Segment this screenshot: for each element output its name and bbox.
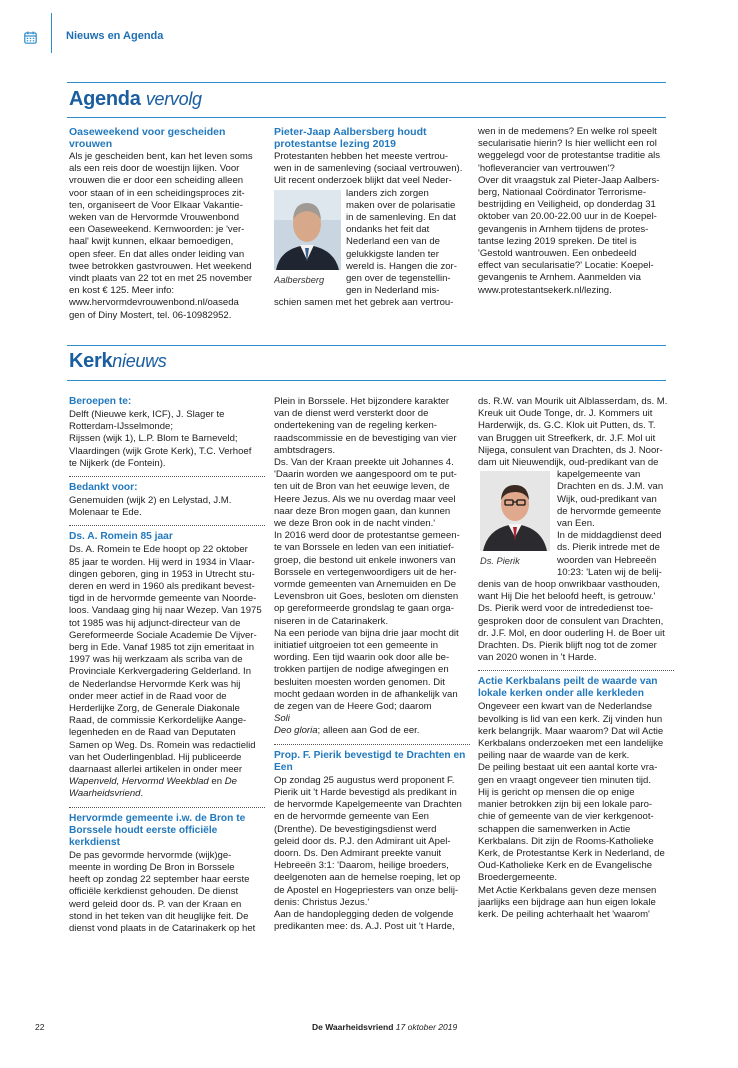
text-line: ds. R.W. van Mourik uit Alblasserdam, ds. M. (478, 396, 668, 407)
aalbersberg-photo (274, 190, 341, 270)
text-line: Ds. Van der Kraan preekte uit Johannes 4. (274, 457, 454, 469)
text-line: Genemuiden (wijk 2) en Lelystad, J.M. (69, 495, 232, 507)
text-line: Protestanten hebben het meeste vertrou- (274, 151, 449, 162)
text-line: peiling naar de waarde van de kerk. (478, 750, 630, 762)
text-line: ondertekening van de regeling kerken- (274, 420, 437, 432)
text-line: 'Daarin worden we aangespoord om te put- (274, 469, 457, 481)
kerk-col-3 (478, 396, 674, 996)
text-line: loos. Vandaag ging hij naar Wezep. Van 1975 (69, 605, 262, 617)
text-line: 10:23: 'Laten wij de belij- (557, 566, 662, 578)
text-line: groep, die bestond uit enkele inwoners van (274, 554, 456, 566)
bron-body-end: Soli (274, 713, 290, 725)
agenda-rule-bottom (67, 117, 666, 118)
text-line: weken van de Hervormde Vrouwenbond (69, 212, 239, 224)
pierik-body (274, 775, 470, 934)
text-line: tantse lezing 2019 spreken. De titel is (478, 235, 637, 247)
text-line: vrouwen die er door een scheiding alleen (69, 175, 244, 187)
text-line: Ds. Pierik werd voor de intrededienst toe- (478, 603, 654, 615)
text-line: chie of gemeente van de vier kerkgenoot- (478, 811, 654, 823)
text-line: weggelegd voor de protestantse traditie als (478, 150, 661, 162)
text-line: Heere Jezus. Als we nu overdag maar veel (274, 493, 456, 505)
bron-heading: Hervormde gemeente i.w. de Bron te Borssele houdt eerste officiële kerkdienst (69, 812, 246, 848)
bron-body-end-2: Deo gloria; alleen aan God de eer. (274, 725, 420, 737)
text-line: manier betrokken zijn bij een lokale paro- (478, 799, 653, 811)
text-line: we deze Bron ook in de nacht vinden.' (274, 518, 436, 530)
pierik-photo (480, 471, 550, 551)
text-line: Harderwijk, ds. G.C. Klok uit Putten, ds. T. (478, 420, 656, 432)
text-line: niseren in de Catarinakerk. (274, 615, 389, 627)
text-line: effect van secularisatie?' Locatie: Koepel- (478, 260, 654, 272)
text-line: Oud-Katholieke Kerk en de Evangelische (478, 860, 653, 872)
text-line: Kreuk uit Oude Tonge, dr. J. Kommers uit (478, 408, 653, 420)
text-line: ten uit de Bron van het eeuwige leven, de (274, 481, 450, 493)
text-line: Als je gescheiden bent, kan het leven soms (69, 151, 253, 162)
text-line: Na een periode van bijna drie jaar mocht dit (274, 627, 459, 639)
text-line: Vlaardingen (wijk Grote Kerk), T.C. Verhoef (69, 445, 252, 457)
text-line: 'Gestold wantrouwen. Een onbedeeld (478, 248, 637, 260)
text-line: de hervormde gemeente (557, 505, 662, 517)
agenda-col-1 (69, 126, 265, 336)
text-line: kerk belangrijk. Maar waarom? Dat wil Actie (478, 725, 664, 737)
text-line: maken over de polarisatie (346, 199, 456, 211)
text-line: vindt plaats van 22 tot en met 25 november (69, 273, 253, 285)
kerk-title: Kerknieuws (69, 350, 167, 372)
text-line: heeft op zondag 22 september haar eerste (69, 874, 250, 886)
bedankt-body (69, 495, 265, 519)
text-line: op gereformeerde grondslag te gaan orga- (274, 603, 454, 615)
beroepen-heading: Beroepen te: (69, 396, 132, 407)
text-line: denis: Christus Jezus.' (274, 896, 370, 908)
text-line: Over dit vraagstuk zal Pieter-Jaap Aalbers- (478, 174, 660, 186)
dotted-divider (69, 807, 265, 808)
text-line: (Drenthe). De bevestigingsdienst werd (274, 823, 437, 835)
dotted-divider (69, 525, 265, 526)
text-line: www.protestantsekerk.nl/lezing. (478, 284, 612, 296)
agenda-title: Agenda vervolg (69, 88, 202, 110)
text-line: de zegen van de Heere God; daarom (274, 701, 432, 713)
text-line: Levensbron uit Goes, besloten om diensten (274, 591, 459, 603)
text-line: 1997 was hij werkzaam als scriba van de (69, 654, 243, 666)
text-line: Delft (Nieuwe kerk, ICF), J. Slager te (69, 409, 225, 420)
text-line: Kerkbalans. Dit zijn de Rooms-Katholieke (478, 835, 654, 847)
text-line: schien samen met het gebrek aan vertrou- (274, 297, 454, 309)
text-line: Wijk, oud-predikant van (557, 493, 657, 505)
bron-body (69, 850, 265, 935)
text-line: Samen op Weg. Ds. Romein was redactielid (69, 739, 256, 751)
text-line: trokken partijen de nodige afwegingen en (274, 664, 449, 676)
text-line: meente in wording De Bron in Borssele (69, 861, 235, 873)
text-line: ten, organiseert de Voor Elkaar Vakantie- (69, 199, 243, 211)
text-line: Borssele en vertegenwoordigers uit de her- (274, 566, 457, 578)
text-line: kapelgemeente van (557, 469, 641, 481)
pierik-caption: Ds. Pierik (480, 556, 520, 567)
page-number: 22 (35, 1022, 45, 1032)
dotted-divider (478, 670, 674, 671)
text-line: gen en vraagt ongeveer tien minuten tijd. (478, 774, 652, 786)
text-line: de Nederlandse Hervormde Kerk was hij (69, 678, 241, 690)
text-line: secularisatie hierin? Is hier wellicht een rol (478, 138, 657, 150)
text-line: open sfeer. En dat alles onder leiding van (69, 248, 245, 260)
text-line: Broedergemeente. (478, 872, 558, 884)
text-line: van het Ouderlingenblad. Hij publiceerde (69, 751, 242, 763)
text-line: 85 jaar te worden. Hij werd in 1934 in Vlaar- (69, 556, 255, 568)
section-tag: Nieuws en Agenda (66, 30, 164, 42)
text-line: want Hij Die het beloofd heeft, is getrouw.' (478, 591, 656, 603)
text-line: Aan de handoplegging deden de volgende (274, 908, 454, 920)
text-line: haal' kwijt kunnen, elkaar bemoedigen, (69, 236, 234, 248)
text-line: daarnaast allerlei artikelen in onder meer (69, 764, 243, 776)
text-line: van de dienst werd versterkt door de (274, 408, 429, 420)
text-line: Herderlijke Zorg, de Generale Diakonale (69, 703, 240, 715)
agenda-col-2 (274, 126, 468, 336)
text-line: Met Actie Kerkbalans geven deze mensen (478, 884, 657, 896)
text-line: deren en werd in 1960 als predikant bevest- (69, 581, 255, 593)
actie-body (478, 701, 674, 921)
text-line: deelgenoten aan de hemelse roeping, let op (274, 872, 461, 884)
text-line: berg in Ede. Vanaf 1985 tot zijn emeritaat in (69, 642, 255, 654)
text-line: Kerkbalans onderzoeken met een landelijke (478, 738, 664, 750)
text-line: ondanks het feit dat (346, 224, 430, 236)
text-line: mocht gedaan worden in de afhankelijk van (274, 688, 458, 700)
text-line: een Oaseweekend. Kernwoorden: je 'ver- (69, 224, 245, 236)
text-line: woorden van Hebreeën (557, 554, 657, 566)
text-line: van Een. (557, 518, 595, 530)
text-line: Nijega, consulent van Drachten, ds J. Noor- (478, 444, 663, 456)
text-line: Raad, de commissie Kerkordelijke Aange- (69, 715, 247, 727)
text-line: initiatief uitgroeien tot een gemeente in (274, 640, 438, 652)
text-line: Plein in Borssele. Het bijzondere karakter (274, 396, 450, 407)
text-line: tigd in de hervormde gemeente van Noorde- (69, 593, 257, 605)
text-line: Hij is gericht op mensen die op enige (478, 786, 635, 798)
text-line: 'hofleverancier van vertrouwen'? (478, 162, 615, 174)
text-line: berg, Nationaal Coördinator Terrorisme- (478, 187, 647, 199)
text-line: oktober van 20.00-22.00 uur in de Koepel- (478, 211, 657, 223)
text-line: gesproken door de consulent van Drachten, (478, 615, 664, 627)
text-line: te van Borssele en leden van een initiatief- (274, 542, 454, 554)
text-line: Hebreeën 3:1: 'Daarom, heilige broeders, (274, 860, 449, 872)
romein-body (69, 544, 265, 776)
text-line: besluiten moesten worden genomen. Dit (274, 676, 445, 688)
text-line: Molenaar te Ede. (69, 507, 142, 519)
oaseweekend-body (69, 151, 265, 322)
agenda-col-3 (478, 126, 674, 336)
lezing-body (478, 126, 674, 297)
text-line: De peiling bestaat uit een aantal korte vra- (478, 762, 658, 774)
calendar-icon (24, 31, 37, 44)
text-line: Kerk, de Protestantse Kerk in Nederland, de (478, 847, 665, 859)
beroepen-body (69, 409, 265, 470)
text-line: gen in Nederland mis- (346, 285, 440, 297)
text-line: van 2020 wonen in 't Harde. (478, 652, 597, 664)
text-line: gelukkigste landen ter (346, 248, 439, 260)
text-line: en kost € 125. Meer info: (69, 285, 175, 297)
text-line: stond in het teken van dit heuglijke feit. De (69, 910, 249, 922)
text-line: ds. Pierik intrede met de (557, 542, 660, 554)
text-line: bevolking is lid van een kerk. Zij vinden hun (478, 713, 663, 725)
pierik-heading: Prop. F. Pierik bevestigd te Drachten en Een (274, 749, 466, 773)
agenda-rule (67, 82, 666, 83)
text-line: gevangenis in Arnhem tijdens de protes- (478, 223, 649, 235)
text-line: Ds. A. Romein te Ede hoopt op 22 oktober (69, 544, 248, 556)
text-line: als een reis door de woestijn lijken. Voor (69, 163, 240, 175)
text-line: Nederland een van de (346, 236, 440, 248)
text-line: Rotterdam-IJsselmonde; (69, 421, 173, 433)
text-line: wereld is. Hangen die zor- (346, 260, 457, 272)
text-line: www.hervormdevrouwenbond.nl/oaseda (69, 297, 239, 309)
text-line: raadscommissie en de bevestiging van vier (274, 432, 457, 444)
text-line: onder meer actief in de Raad voor de (69, 690, 227, 702)
text-line: Drachten en ds. J.M. van (557, 481, 664, 493)
pierik-body-cont (478, 396, 674, 469)
text-line: werd geleid door ds. P. van der Kraan en (69, 898, 242, 910)
romein-publications-end: Waarheidsvriend. (69, 788, 144, 800)
text-line: De pas gevormde hervormde (wijk)ge- (69, 849, 232, 861)
text-line: predikanten mee: ds. A.J. Post uit 't Harde, (274, 921, 455, 933)
text-line: twee betrokken gastvrouwen. Het weekend (69, 260, 252, 272)
text-line: de hervormde Kapelgemeente van Drachten (274, 799, 462, 811)
text-line: legenheden en de Raad van Deputaten (69, 727, 236, 739)
text-line: ambtsdragers. (274, 444, 336, 456)
kerk-col-1 (69, 396, 265, 996)
text-line: Drachten. Ds. Pierik blijft nog tot de zomer (478, 640, 657, 652)
text-line: Rijssen (wijk 1), L.P. Blom te Barneveld; (69, 433, 238, 445)
text-line: Gereformeerde Sociale Academie De Vijver- (69, 629, 257, 641)
romein-heading: Ds. A. Romein 85 jaar (69, 531, 173, 543)
text-line: wen in de medemens? En welke rol speelt (478, 126, 657, 137)
romein-publications: Wapenveld, Hervormd Weekblad en De (69, 776, 237, 788)
text-line: te Nijkerk (de Fontein). (69, 457, 166, 469)
header-divider (51, 13, 52, 53)
kerk-rule-bottom (67, 380, 666, 381)
text-line: officiële kerkdienst gehouden. De dienst (69, 886, 239, 898)
text-line: In 2016 werd door de protestantse gemeen- (274, 530, 460, 542)
text-line: schappen die samenwerken in Actie (478, 823, 631, 835)
kerk-rule (67, 345, 666, 346)
aalbersberg-photo-wrap (274, 190, 341, 286)
aalbersberg-body-bottom (274, 297, 468, 309)
text-line: naar deze Bron mogen gaan, dan kunnen (274, 505, 451, 517)
text-line: Ongeveer een kwart van de Nederlandse (478, 701, 653, 713)
footer-magazine: De Waarheidsvriend 17 oktober 2019 (312, 1022, 458, 1032)
text-line: geleid door ds. P.J. den Admirant uit Apel- (274, 835, 451, 847)
bron-body-cont (274, 396, 470, 713)
text-line: gen over de tegenstellin- (346, 273, 451, 285)
text-line: gen of Diny Mostert, tel. 06-10982952. (69, 309, 232, 321)
text-line: dingen geboren, ging in 1953 in Utrecht stu- (69, 568, 255, 580)
text-line: denis van de hoop onwrikbaar vasthouden, (478, 579, 661, 591)
text-line: de Apostel en Hogepriesters van onze belij- (274, 884, 459, 896)
text-line: jaarlijks een bijdrage aan hun eigen lokale (478, 896, 656, 908)
kerk-col-2 (274, 396, 470, 996)
pierik-body-bottom (478, 579, 674, 664)
text-line: tot 1985 was hij adjunct-directeur van de (69, 617, 241, 629)
text-line: doorn. Ds. Den Admirant preekte vanuit (274, 847, 442, 859)
dotted-divider (69, 476, 265, 477)
text-line: kerk. De peiling achterhaalt het 'waarom' (478, 908, 650, 920)
text-line: vormde gemeenten van Arnemuiden en De (274, 579, 457, 591)
text-line: gevangenis te Arnhem. Aanmelden via (478, 272, 641, 284)
dotted-divider (274, 744, 470, 745)
oaseweekend-heading: Oaseweekend voor gescheiden vrouwen (69, 126, 226, 150)
text-line: wen in de samenleving (sociaal vertrouwen). (274, 163, 463, 175)
text-line: Pierik uit 't Harde bevestigd als predikant in (274, 786, 457, 798)
text-line: dam uit Nieuwendijk, oud-predikant van de (478, 457, 659, 469)
text-line: landers zich zorgen (346, 187, 429, 199)
text-line: wording. Een tijd waarin ook door alle be- (274, 652, 450, 664)
aalbersberg-heading: Pieter-Jaap Aalbersberg houdt protestantse lezing 2019 (274, 126, 427, 150)
text-line: van Bruggen uit Streefkerk, dr. J.F. Mol uit (478, 432, 656, 444)
text-line: dr. J.F. Mol, en door ouderling H. de Boer uit (478, 627, 665, 639)
text-line: In de middagdienst deed (557, 530, 662, 542)
aalbersberg-body-top (274, 151, 468, 188)
text-line: dienst vond plaats in de Catarinakerk op het (69, 922, 256, 934)
text-line: voor staan of in een scheidingsproces zit- (69, 187, 245, 199)
text-line: bestrijding en Veiligheid, op donderdag 31 (478, 199, 656, 211)
text-line: Op zondag 25 augustus werd proponent F. (274, 774, 455, 786)
text-line: Provinciale Kerkvergadering Gelderland. In (69, 666, 252, 678)
text-line: Uit recent onderzoek blijkt dat veel Neder- (274, 175, 452, 187)
pierik-photo-wrap (480, 471, 552, 567)
aalbersberg-caption: Aalbersberg (274, 274, 325, 285)
bedankt-heading: Bedankt voor: (69, 482, 138, 494)
actie-heading: Actie Kerkbalans peilt de waarde van lokale kerken onder alle kerkleden (478, 676, 658, 700)
text-line: in de samenleving. En dat (346, 212, 456, 224)
text-line: en de hervormde gemeente van Een (274, 811, 429, 823)
